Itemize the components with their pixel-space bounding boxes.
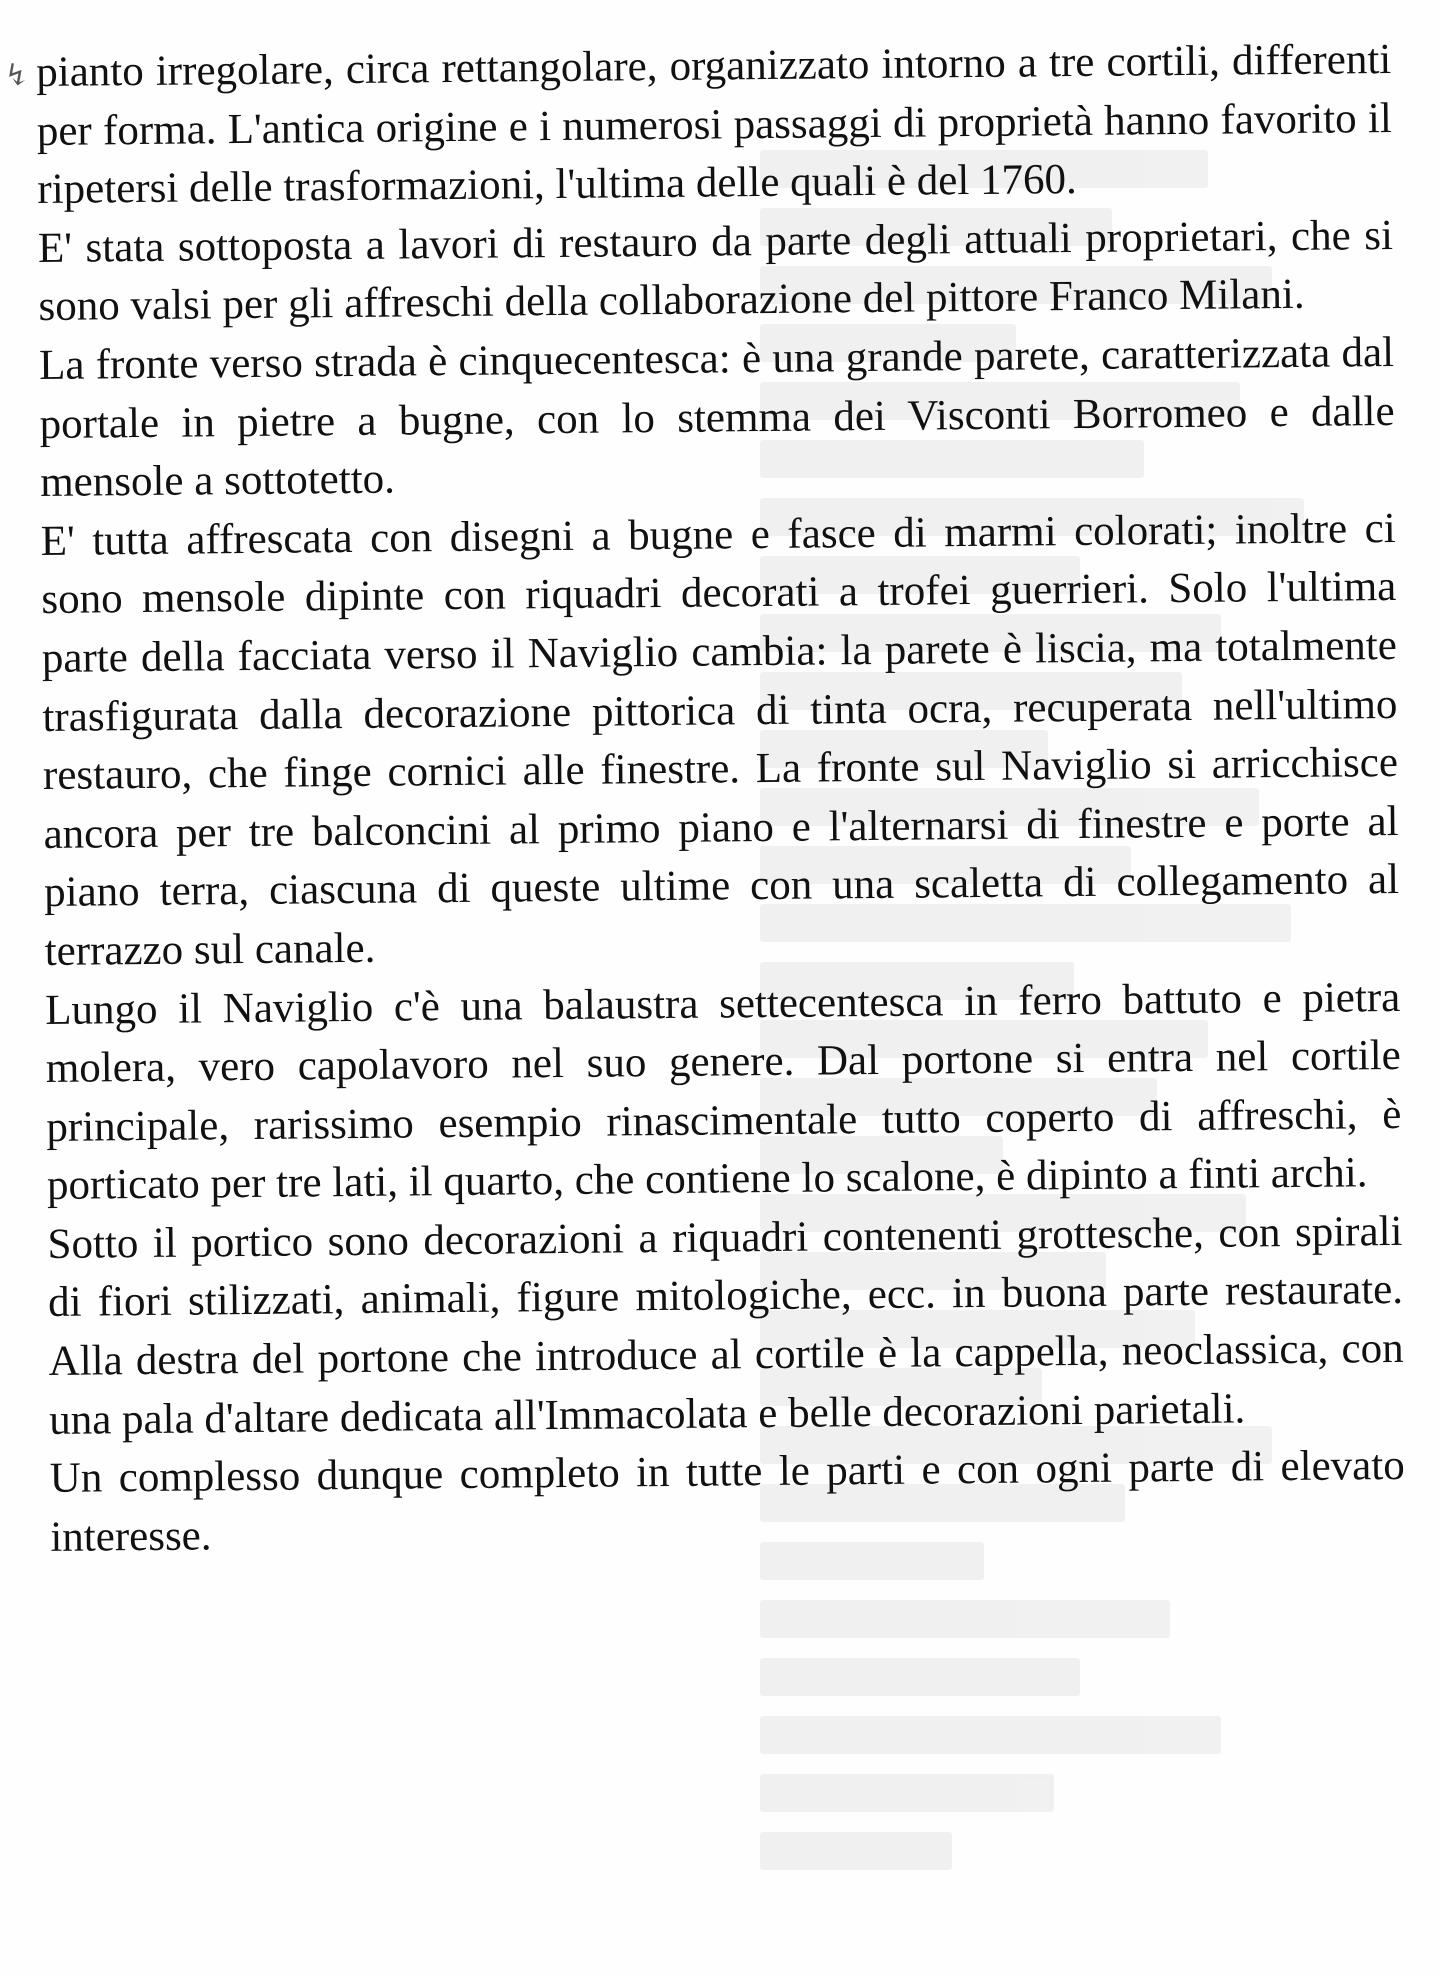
paragraph-7: Un complesso dunque completo in tutte le parti e con ogni parte di elevato interesse. [49, 1442, 1405, 1561]
paragraph-5: Lungo il Naviglio c'è una balaustra settecentesca in ferro battuto e pietra molera, vero capolavoro nel suo genere. Dal portone si entra nel cortile principale, rarissimo esempio rinascimentale tutto coperto di affreschi, è porticato per tre lati, il quarto, che contiene lo scalone, è dipinto a finti archi. [45, 973, 1402, 1210]
body-text [36, 31, 1406, 1567]
paragraph-6: Sotto il portico sono decorazioni a riquadri contenenti grottesche, con spirali di fiori stilizzati, animali, figure mitologiche, ecc. in buona parte restaurate. Alla destra del portone che introduce al cortile è la cappella, neoclassica, con una pala d'altare dedicata all'Immacolata e belle decorazioni parietali. [47, 1207, 1404, 1444]
paragraph-3: La fronte verso strada è cinquecentesca: è una grande parete, caratterizzata dal portale in pietre a bugne, con lo stemma dei Visconti Borromeo e dalle mensole a sottotetto. [38, 328, 1395, 507]
paragraph-1: pianto irregolare, circa rettangolare, organizzato intorno a tre cortili, differenti per forma. L'antica origine e i numerosi passaggi di proprietà hanno favorito il ripetersi delle trasformazioni, l'ultima delle quali è del 1760. [36, 35, 1392, 214]
scan-corner-mark-icon: ↯ [4, 58, 30, 93]
paragraph-4: E' tutta affrescata con disegni a bugne e fasce di marmi colorati; inoltre ci sono mensole dipinte con riquadri decorati a trofei guerrieri. Solo l'ultima parte della facciata verso il Naviglio cambia: la parete è liscia, ma totalmente trasfigurata dalla decorazione pittorica di tinta ocra, recuperata nell'ultimo restauro, che finge cornici alle finestre. La fronte sul Naviglio si arricchisce ancora per tre balconcini al primo piano e l'alternarsi di finestre e porte al piano terra, ciascuna di queste ultime con una scaletta di collegamento al terrazzo sul canale. [40, 504, 1400, 975]
paragraph-2: E' stata sottoposta a lavori di restauro da parte degli attuali proprietari, che si sono valsi per gli affreschi della collaborazione del pittore Franco Milani. [37, 211, 1394, 331]
